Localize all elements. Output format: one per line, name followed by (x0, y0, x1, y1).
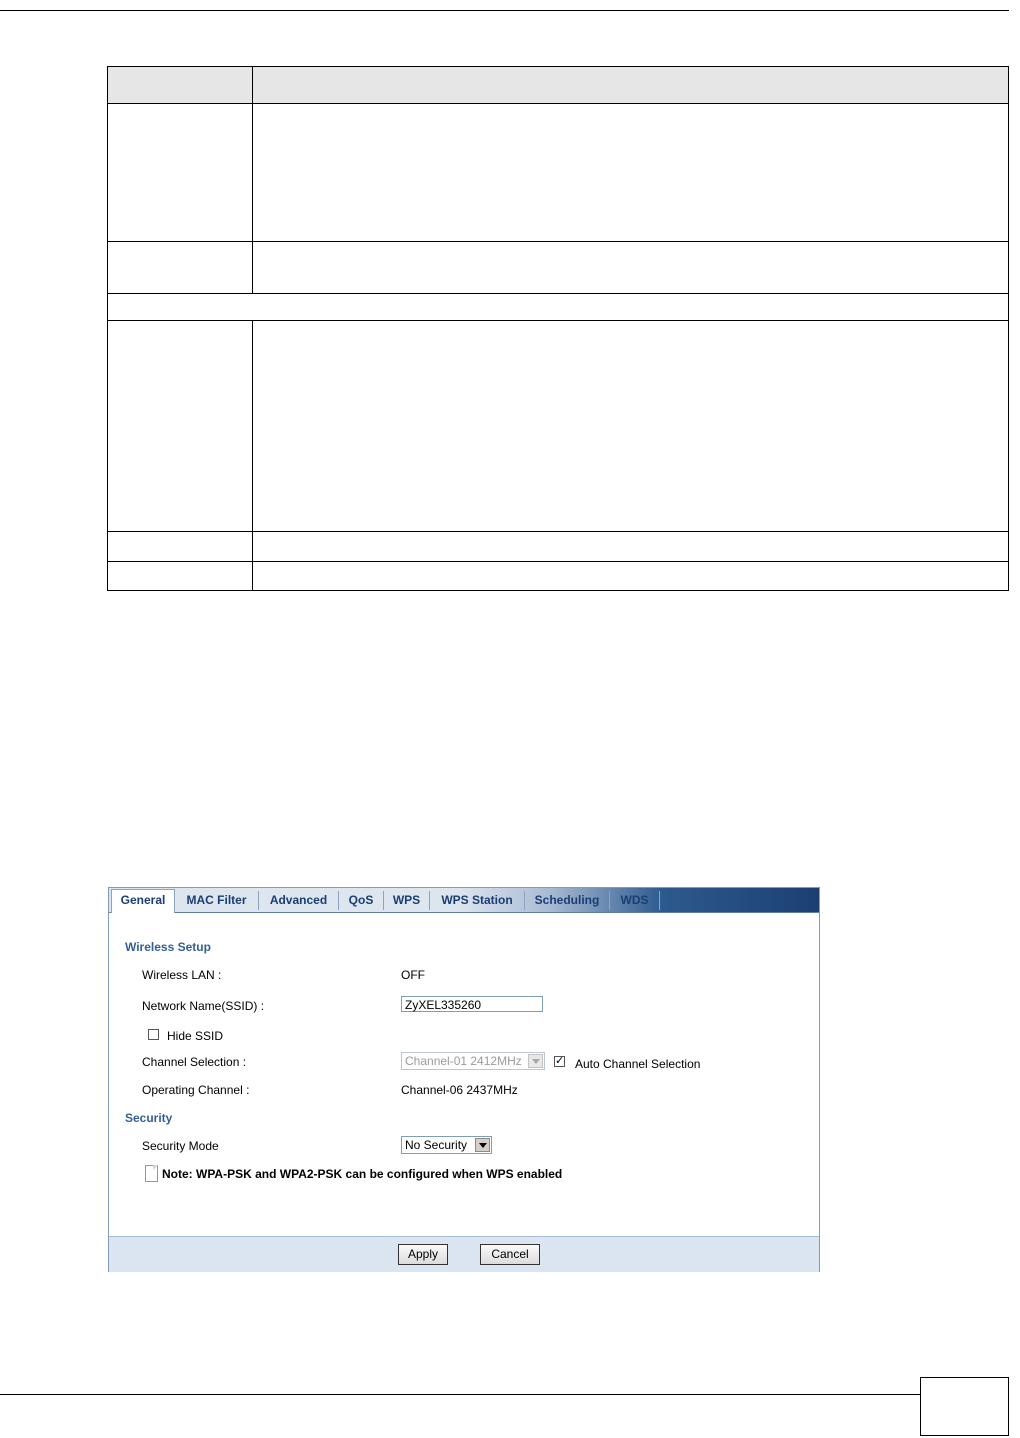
table-row (108, 321, 1009, 532)
footer-rule (0, 1394, 1009, 1395)
tab-wps-station[interactable]: WPS Station (430, 891, 525, 910)
operating-channel-label: Operating Channel : (142, 1083, 250, 1097)
tab-bar (109, 888, 819, 913)
tab-general[interactable]: General (111, 889, 175, 913)
table-row (108, 104, 1009, 242)
table-row (108, 532, 1009, 562)
security-mode-value: No Security (405, 1138, 468, 1152)
table-row (108, 562, 1009, 591)
auto-channel-checkbox[interactable]: ✓ (555, 1055, 565, 1067)
wireless-general-screenshot (108, 887, 820, 1272)
button-bar (109, 1236, 819, 1272)
table-header-row (108, 67, 1009, 104)
tab-scheduling[interactable]: Scheduling (525, 891, 610, 910)
security-heading: Security (125, 1111, 173, 1125)
tab-wds[interactable]: WDS (610, 891, 660, 910)
chevron-down-icon (475, 1138, 490, 1152)
table-row (108, 242, 1009, 294)
wireless-lan-value: OFF (401, 968, 425, 982)
table-section-row (108, 294, 1009, 321)
wps-note: Note: WPA-PSK and WPA2-PSK can be configured when WPS enabled (162, 1167, 563, 1181)
page-number-box (920, 1377, 1009, 1436)
channel-select-value: Channel-01 2412MHz (405, 1054, 522, 1068)
note-icon (145, 1165, 158, 1182)
security-mode-label: Security Mode (142, 1139, 219, 1153)
channel-select[interactable] (401, 1052, 545, 1070)
channel-selection-label: Channel Selection : (142, 1055, 247, 1069)
security-mode-select[interactable] (401, 1136, 492, 1154)
tab-wps[interactable]: WPS (384, 891, 430, 910)
operating-channel-value: Channel-06 2437MHz (401, 1083, 518, 1097)
ssid-input[interactable]: ZyXEL335260 (401, 996, 543, 1012)
auto-channel-label: Auto Channel Selection (575, 1057, 701, 1071)
header-rule (0, 10, 1009, 11)
ssid-label: Network Name(SSID) : (142, 999, 265, 1013)
apply-button[interactable]: Apply (398, 1244, 448, 1265)
description-table (107, 66, 1009, 591)
wireless-lan-label: Wireless LAN : (142, 968, 222, 982)
hide-ssid-checkbox[interactable] (148, 1029, 159, 1040)
tab-mac-filter[interactable]: MAC Filter (175, 891, 259, 910)
chevron-down-icon (528, 1054, 543, 1068)
tab-advanced[interactable]: Advanced (259, 891, 339, 910)
cancel-button[interactable]: Cancel (480, 1244, 540, 1265)
tab-qos[interactable]: QoS (339, 891, 384, 910)
wireless-setup-heading: Wireless Setup (125, 940, 211, 954)
hide-ssid-label: Hide SSID (167, 1029, 224, 1043)
